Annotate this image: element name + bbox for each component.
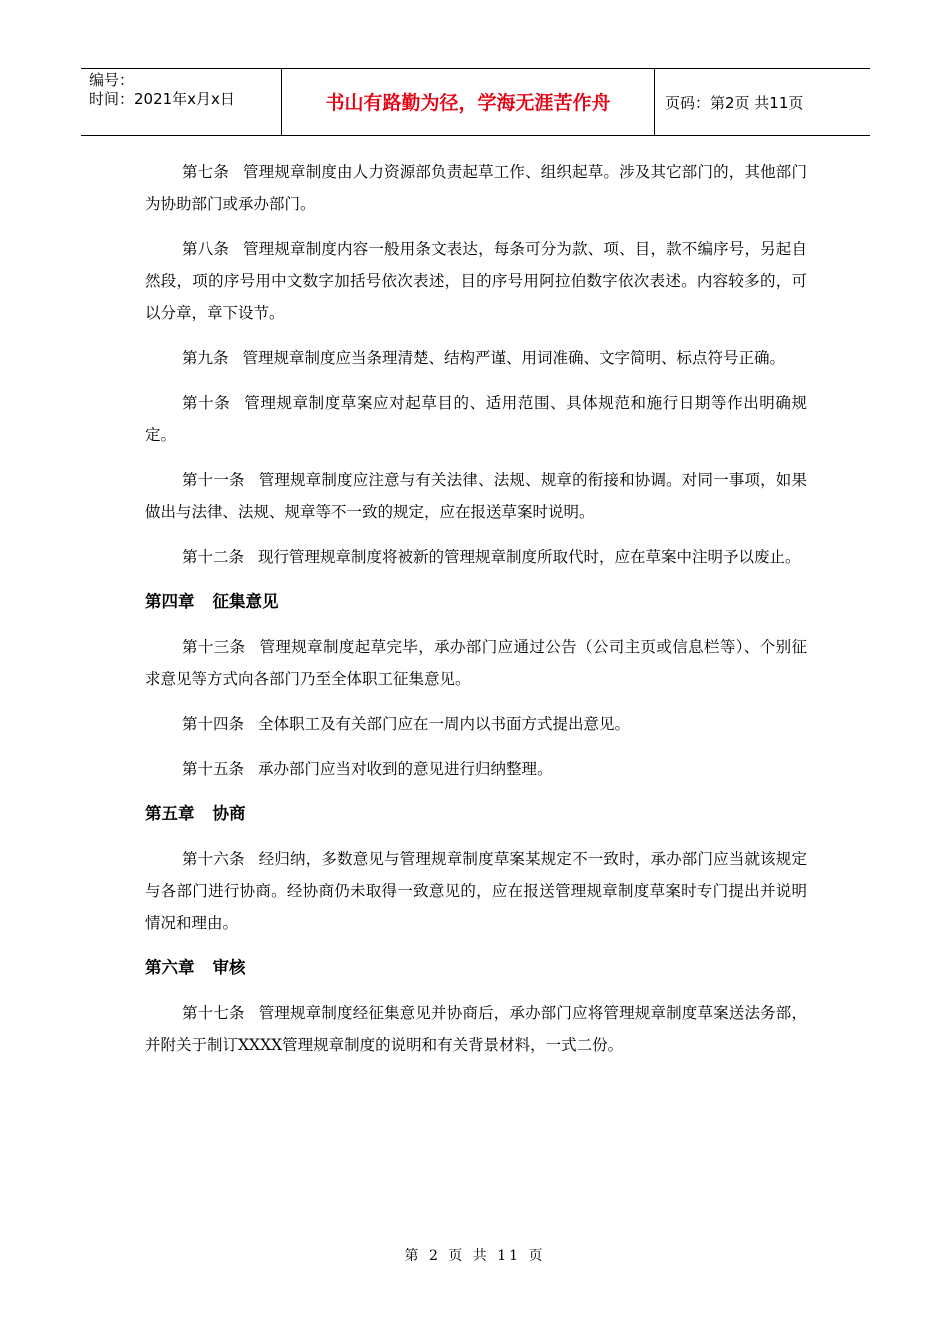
- doc-number-label: 编号：: [89, 71, 135, 89]
- article-11: [145, 464, 807, 528]
- chapter-heading-5: [145, 798, 807, 830]
- article-17: [145, 997, 807, 1061]
- article-number: 第十四条: [182, 715, 245, 733]
- article-13: [145, 631, 807, 695]
- chapter-heading-6: [145, 952, 807, 984]
- article-number: 第十条: [182, 394, 231, 412]
- chapter-heading-4: [145, 586, 807, 618]
- page-footer: 第 2 页 共 11 页: [404, 1248, 546, 1264]
- article-number: 第七条: [182, 163, 230, 181]
- article-14: [145, 708, 807, 740]
- chapter-number: 第六章: [145, 958, 195, 977]
- document-body: [145, 156, 807, 1074]
- article-text: 管理规章制度草案应对起草目的、适用范围、具体规范和施行日期等作出明确规定。: [145, 394, 807, 444]
- article-15: [145, 753, 807, 785]
- article-number: 第十五条: [182, 760, 245, 778]
- article-number: 第十六条: [182, 850, 245, 868]
- article-9: [145, 342, 807, 374]
- article-12: [145, 541, 807, 573]
- article-16: [145, 843, 807, 939]
- header-divider: [654, 69, 655, 135]
- article-text: 管理规章制度内容一般用条文表达，每条可分为款、项、目，款不编序号，另起自然段，项的序号用中文数字加括号依次表述，目的序号用阿拉伯数字依次表述。内容较多的，可以分章，章下设节。: [145, 240, 807, 322]
- chapter-title: 审核: [212, 958, 246, 977]
- article-number: 第十三条: [182, 638, 246, 656]
- page-header: [81, 68, 870, 136]
- header-motto: 书山有路勤为径，学海无涯苦作舟: [325, 92, 611, 114]
- article-number: 第十一条: [182, 471, 245, 489]
- header-meta: [89, 71, 279, 109]
- article-8: [145, 233, 807, 329]
- article-number: 第九条: [182, 349, 229, 367]
- chapter-title: 协商: [212, 804, 246, 823]
- article-text: 管理规章制度由人力资源部负责起草工作、组织起草。涉及其它部门的，其他部门为协助部门或承办部门。: [145, 163, 807, 213]
- article-text: 承办部门应当对收到的意见进行归纳整理。: [258, 760, 553, 778]
- article-text: 管理规章制度经征集意见并协商后，承办部门应将管理规章制度草案送法务部，并附关于制订XXXX管理规章制度的说明和有关背景材料，一式二份。: [145, 1004, 807, 1054]
- article-text: 全体职工及有关部门应在一周内以书面方式提出意见。: [258, 715, 631, 733]
- article-10: [145, 387, 807, 451]
- article-text: 现行管理规章制度将被新的管理规章制度所取代时，应在草案中注明予以废止。: [258, 548, 801, 566]
- article-text: 管理规章制度起草完毕，承办部门应通过公告（公司主页或信息栏等）、个别征求意见等方式向各部门乃至全体职工征集意见。: [145, 638, 807, 688]
- date-label: 时间：2021年x月x日: [89, 90, 235, 108]
- article-text: 经归纳，多数意见与管理规章制度草案某规定不一致时，承办部门应当就该规定与各部门进行协商。经协商仍未取得一致意见的，应在报送管理规章制度草案时专门提出并说明情况和理由。: [145, 850, 807, 932]
- article-number: 第八条: [182, 240, 230, 258]
- chapter-title: 征集意见: [212, 592, 279, 611]
- article-number: 第十二条: [182, 548, 245, 566]
- article-text: 管理规章制度应注意与有关法律、法规、规章的衔接和协调。对同一事项，如果做出与法律、法规、规章等不一致的规定，应在报送草案时说明。: [145, 471, 807, 521]
- article-text: 管理规章制度应当条理清楚、结构严谨、用词准确、文字简明、标点符号正确。: [242, 349, 786, 367]
- chapter-number: 第五章: [145, 804, 195, 823]
- header-page-info: 页码：第2页 共11页: [665, 94, 804, 112]
- chapter-number: 第四章: [145, 592, 195, 611]
- article-number: 第十七条: [182, 1004, 245, 1022]
- article-7: [145, 156, 807, 220]
